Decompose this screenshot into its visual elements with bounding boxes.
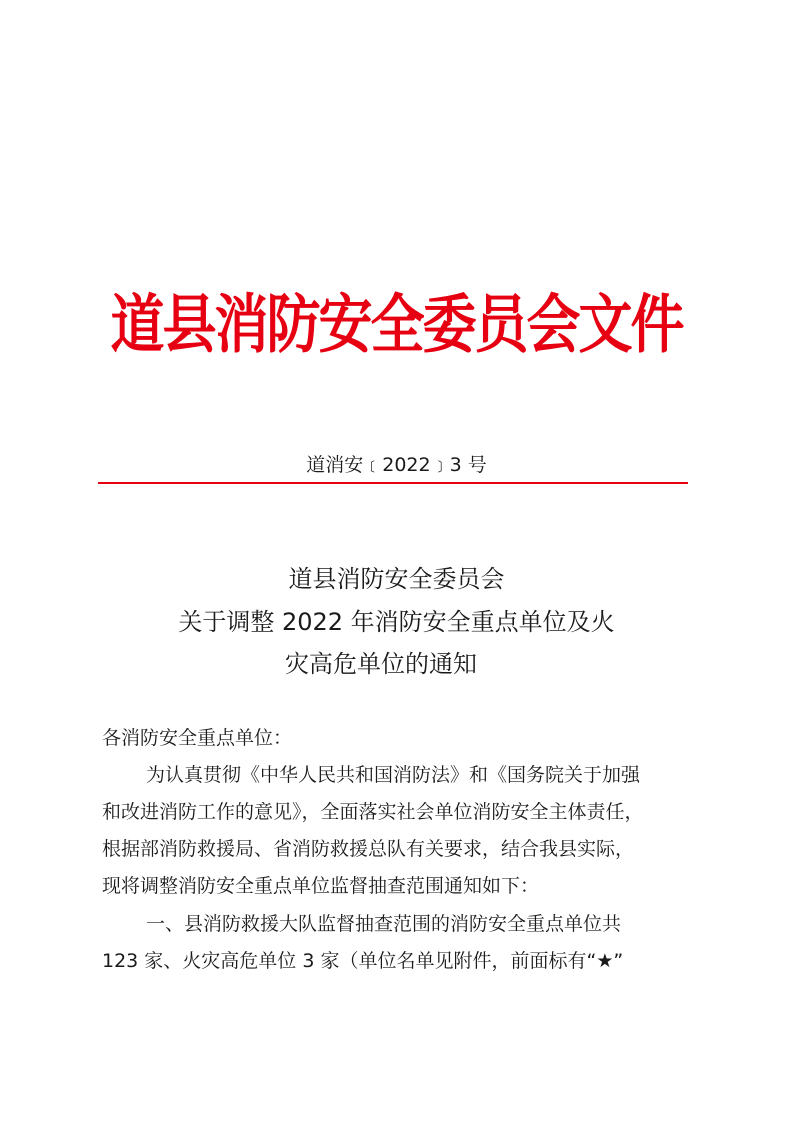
paragraph-1-line: 根据部消防救援局、省消防救援总队有关要求，结合我县实际， bbox=[102, 838, 635, 860]
notice-title-line-2: 关于调整 2022 年消防安全重点单位及火 bbox=[178, 608, 615, 636]
document-number: 道消安﹝2022﹞3 号 bbox=[306, 454, 487, 476]
notice-title-line-1: 道县消防安全委员会 bbox=[288, 565, 505, 593]
paragraph-1-line: 现将调整消防安全重点单位监督抽查范围通知如下： bbox=[102, 875, 540, 897]
notice-title-line-3: 灾高危单位的通知 bbox=[285, 650, 477, 678]
paragraph-1-line: 和改进消防工作的意见》，全面落实社会单位消防安全主体责任， bbox=[102, 801, 644, 823]
document-masthead: 道县消防安全委员会文件 bbox=[110, 287, 683, 362]
paragraph-2-line: 一、县消防救援大队监督抽查范围的消防安全重点单位共 bbox=[146, 913, 622, 935]
paragraph-1-line: 为认真贯彻《中华人民共和国消防法》和《国务院关于加强 bbox=[146, 764, 641, 786]
paragraph-2-line: 123 家、火灾高危单位 3 家（单位名单见附件，前面标有“★” bbox=[102, 950, 624, 972]
salutation: 各消防安全重点单位： bbox=[102, 727, 293, 749]
red-divider-line bbox=[98, 482, 688, 484]
